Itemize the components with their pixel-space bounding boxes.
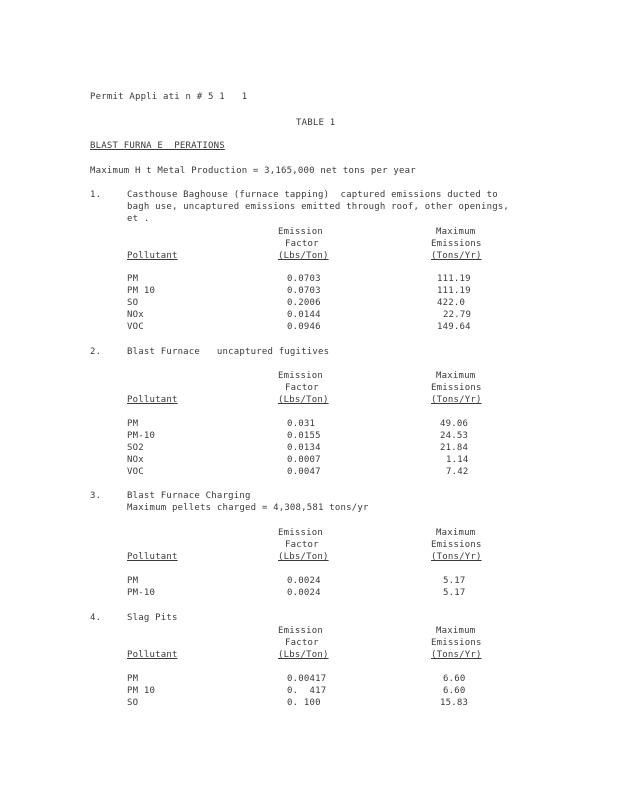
- section-title-line: Blast Furnace Charging: [127, 491, 251, 501]
- pollutant-cell: SO: [127, 698, 139, 708]
- factor-cell: 0.031: [287, 419, 316, 429]
- pollutant-cell: PM 10: [127, 286, 156, 296]
- col-header-pollutant: Pollutant: [127, 395, 178, 405]
- emissions-cell: 21.84: [440, 443, 469, 453]
- col-header-pollutant: Pollutant: [127, 650, 178, 660]
- pollutant-cell: SO: [127, 298, 139, 308]
- pollutant-cell: PM-10: [127, 431, 156, 441]
- col-header-units: (Tons/Yr): [431, 395, 482, 405]
- col-header-emission: Emission: [278, 227, 323, 237]
- col-header-emissions: Emissions: [431, 383, 482, 393]
- factor-cell: 0.0007: [287, 455, 321, 465]
- col-header-units: (Tons/Yr): [431, 552, 482, 562]
- emissions-cell: 22.79: [443, 310, 472, 320]
- pollutant-cell: PM 10: [127, 686, 156, 696]
- col-header-pollutant: Pollutant: [127, 251, 178, 261]
- pollutant-cell: PM: [127, 274, 139, 284]
- emissions-cell: 111.19: [437, 274, 471, 284]
- factor-cell: 0.0946: [287, 322, 321, 332]
- emissions-cell: 6.60: [443, 686, 466, 696]
- max-production-line: Maximum H t Metal Production = 3,165,000 net tons per year: [90, 166, 416, 176]
- emissions-cell: 5.17: [443, 576, 466, 586]
- emissions-cell: 5.17: [443, 588, 466, 598]
- col-header-units: (Lbs/Ton): [278, 650, 329, 660]
- emissions-cell: 15.83: [440, 698, 469, 708]
- factor-cell: 0.0155: [287, 431, 321, 441]
- col-header-factor: Factor: [285, 383, 319, 393]
- factor-cell: 0.0144: [287, 310, 321, 320]
- col-header-emission: Emission: [278, 528, 323, 538]
- col-header-emissions: Emissions: [431, 540, 482, 550]
- col-header-units: (Lbs/Ton): [278, 251, 329, 261]
- factor-cell: 0.2006: [287, 298, 321, 308]
- emissions-cell: 24.53: [440, 431, 469, 441]
- table-title: TABLE 1: [296, 118, 336, 128]
- permit-application-number: Permit Appli ati n # 5 1 1: [90, 92, 248, 102]
- pollutant-cell: NOx: [127, 455, 144, 465]
- col-header-emissions: Emissions: [431, 239, 482, 249]
- pollutant-cell: VOC: [127, 467, 144, 477]
- col-header-units: (Lbs/Ton): [278, 552, 329, 562]
- col-header-units: (Lbs/Ton): [278, 395, 329, 405]
- factor-cell: 0.0047: [287, 467, 321, 477]
- col-header-factor: Factor: [285, 239, 319, 249]
- emissions-cell: 149.64: [437, 322, 471, 332]
- emissions-cell: 6.60: [443, 674, 466, 684]
- emissions-cell: 7.42: [446, 467, 469, 477]
- section-number: 2.: [90, 347, 102, 357]
- section-number: 4.: [90, 613, 102, 623]
- col-header-emissions: Emissions: [431, 638, 482, 648]
- col-header-emission: Emission: [278, 371, 323, 381]
- emissions-cell: 49.06: [440, 419, 469, 429]
- section-title-line: bagh use, uncaptured emissions emitted through roof, other openings,: [127, 202, 510, 212]
- col-header-units: (Tons/Yr): [431, 650, 482, 660]
- pollutant-cell: SO2: [127, 443, 144, 453]
- section-title-line: Casthouse Baghouse (furnace tapping) captured emissions ducted to: [127, 190, 498, 200]
- col-header-units: (Tons/Yr): [431, 251, 482, 261]
- col-header-factor: Factor: [285, 638, 319, 648]
- section-title-line: Slag Pits: [127, 613, 178, 623]
- section-title-line: Maximum pellets charged = 4,308,581 tons/yr: [127, 503, 369, 513]
- factor-cell: 0.0703: [287, 274, 321, 284]
- pollutant-cell: VOC: [127, 322, 144, 332]
- section-title-line: et .: [127, 214, 150, 224]
- factor-cell: 0.0024: [287, 576, 321, 586]
- pollutant-cell: PM-10: [127, 588, 156, 598]
- section-number: 1.: [90, 190, 102, 200]
- col-header-pollutant: Pollutant: [127, 552, 178, 562]
- factor-cell: 0. 100: [287, 698, 321, 708]
- pollutant-cell: PM: [127, 419, 139, 429]
- col-header-maximum: Maximum: [436, 626, 476, 636]
- factor-cell: 0.00417: [287, 674, 327, 684]
- factor-cell: 0.0703: [287, 286, 321, 296]
- col-header-emission: Emission: [278, 626, 323, 636]
- factor-cell: 0.0024: [287, 588, 321, 598]
- col-header-maximum: Maximum: [436, 371, 476, 381]
- factor-cell: 0. 417: [287, 686, 327, 696]
- section-number: 3.: [90, 491, 102, 501]
- col-header-maximum: Maximum: [436, 227, 476, 237]
- section-title-line: Blast Furnace uncaptured fugitives: [127, 347, 330, 357]
- pollutant-cell: PM: [127, 674, 139, 684]
- pollutant-cell: NOx: [127, 310, 144, 320]
- col-header-factor: Factor: [285, 540, 319, 550]
- emissions-cell: 422.0: [437, 298, 466, 308]
- section-title: BLAST FURNA E PERATIONS: [90, 141, 225, 151]
- emissions-cell: 111.19: [437, 286, 471, 296]
- col-header-maximum: Maximum: [436, 528, 476, 538]
- emissions-cell: 1.14: [446, 455, 469, 465]
- pollutant-cell: PM: [127, 576, 139, 586]
- factor-cell: 0.0134: [287, 443, 321, 453]
